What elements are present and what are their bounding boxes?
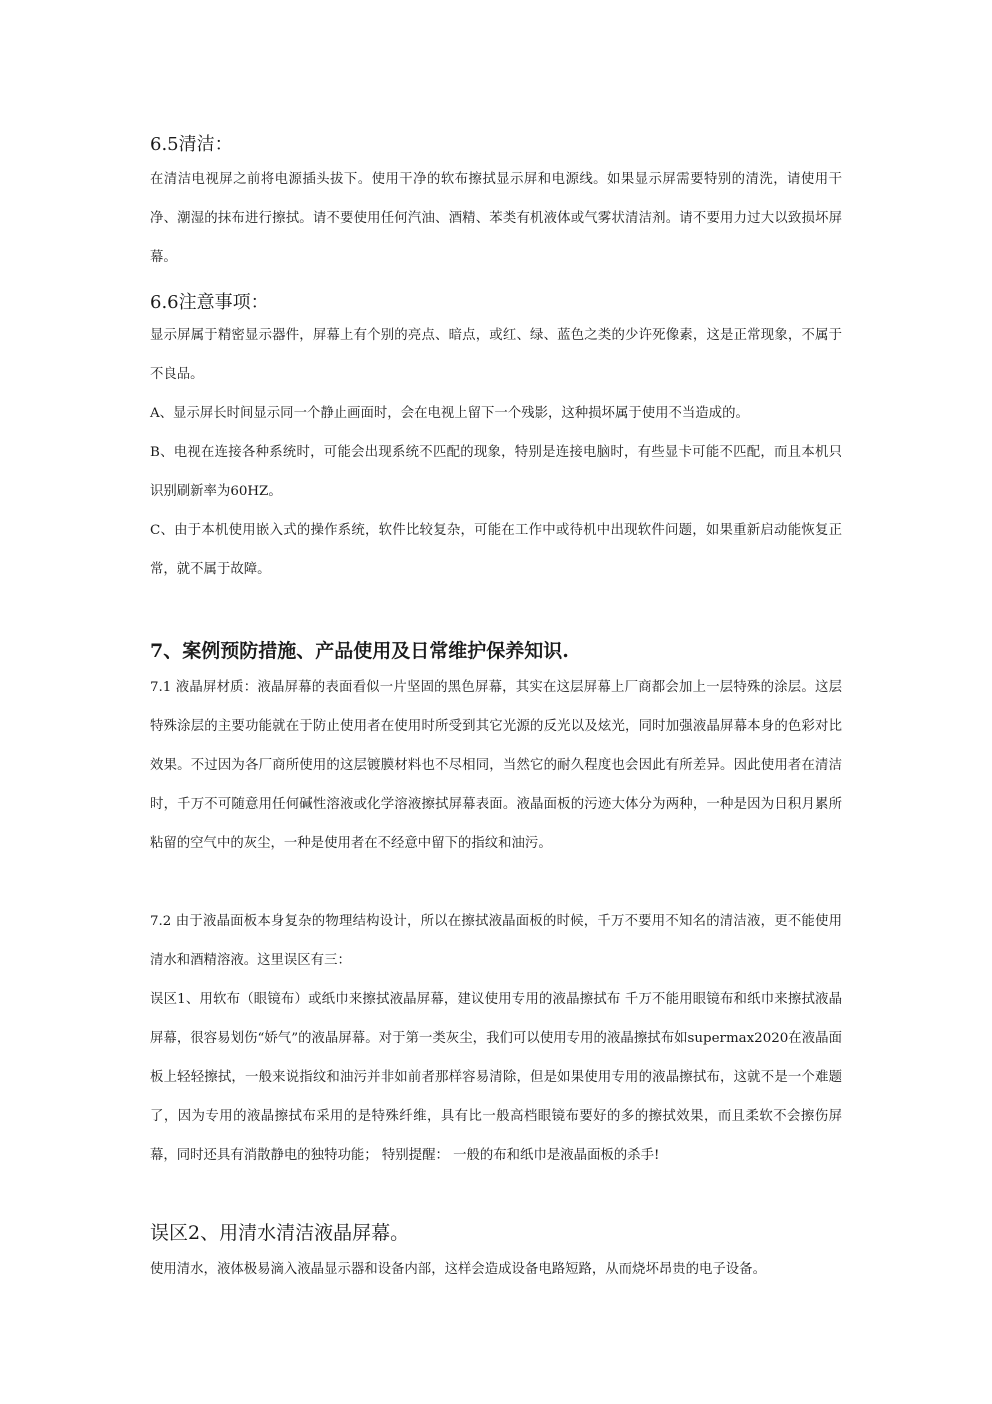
section-6-6-item-b: B、电视在连接各种系统时，可能会出现系统不匹配的现象，特别是连接电脑时，有些显卡可能不匹配，而且本机只识别刷新率为60HZ。 xyxy=(150,445,842,499)
section-7-2-body: 7.2 由于液晶面板本身复杂的物理结构设计，所以在擦拭液晶面板的时候，千万不要用不知名的清洁液，更不能使用清水和酒精溶液。这里误区有三： xyxy=(150,914,842,968)
mistake-1-body: 误区1、用软布（眼镜布）或纸巾来擦拭液晶屏幕，建议使用专用的液晶擦拭布 千万不能用眼镜布和纸巾来擦拭液晶屏幕，很容易划伤“娇气”的液晶屏幕。对于第一类灰尘，我们可以使用专用的液晶擦拭布如supermax2020在液晶面板上轻轻擦拭，一般来说指纹和油污并非如前者那样容易清除，但是如果使用专用的液晶擦拭布，这就不是一个难题了，因为专用的液晶擦拭布采用的是特殊纤维，具有比一般高档眼镜布要好的多的擦拭效果，而且柔软不会擦伤屏幕，同时还具有消散静电的独特功能； 特别提醒： 一般的布和纸巾是液晶面板的杀手! xyxy=(150,992,842,1163)
section-6-6-item-c: C、由于本机使用嵌入式的操作系统，软件比较复杂，可能在工作中或待机中出现软件问题，如果重新启动能恢复正常，就不属于故障。 xyxy=(150,523,842,577)
mistake-2-heading: 误区2、用清水清洁液晶屏幕。 xyxy=(150,1222,410,1244)
section-6-6-item-a: A、显示屏长时间显示同一个静止画面时，会在电视上留下一个残影，这种损坏属于使用不当造成的。 xyxy=(150,406,749,421)
mistake-2-body: 使用清水，液体极易滴入液晶显示器和设备内部，这样会造成设备电路短路，从而烧坏昂贵的电子设备。 xyxy=(150,1262,766,1277)
section-7-heading: 7、案例预防措施、产品使用及日常维护保养知识. xyxy=(150,640,569,662)
section-6-6-heading: 6.6注意事项： xyxy=(150,292,269,313)
section-6-5-heading: 6.5清洁： xyxy=(150,134,233,155)
section-7-1-body: 7.1 液晶屏材质：液晶屏幕的表面看似一片坚固的黑色屏幕，其实在这层屏幕上厂商都会加上一层特殊的涂层。这层特殊涂层的主要功能就在于防止使用者在使用时所受到其它光源的反光以及炫光，同时加强液晶屏幕本身的色彩对比效果。不过因为各厂商所使用的这层镀膜材料也不尽相同，当然它的耐久程度也会因此有所差异。因此使用者在清洁时，千万不可随意用任何碱性溶液或化学溶液擦拭屏幕表面。液晶面板的污迹大体分为两种，一种是因为日积月累所粘留的空气中的灰尘，一种是使用者在不经意中留下的指纹和油污。 xyxy=(150,680,842,851)
section-6-5-body: 在清洁电视屏之前将电源插头拔下。使用干净的软布擦拭显示屏和电源线。如果显示屏需要特别的清洗，请使用干净、潮湿的抹布进行擦拭。请不要使用任何汽油、酒精、苯类有机液体或气雾状清洁剂。请不要用力过大以致损坏屏幕。 xyxy=(150,172,842,265)
section-6-6-intro: 显示屏属于精密显示器件，屏幕上有个别的亮点、暗点，或红、绿、蓝色之类的少许死像素，这是正常现象，不属于不良品。 xyxy=(150,328,842,382)
